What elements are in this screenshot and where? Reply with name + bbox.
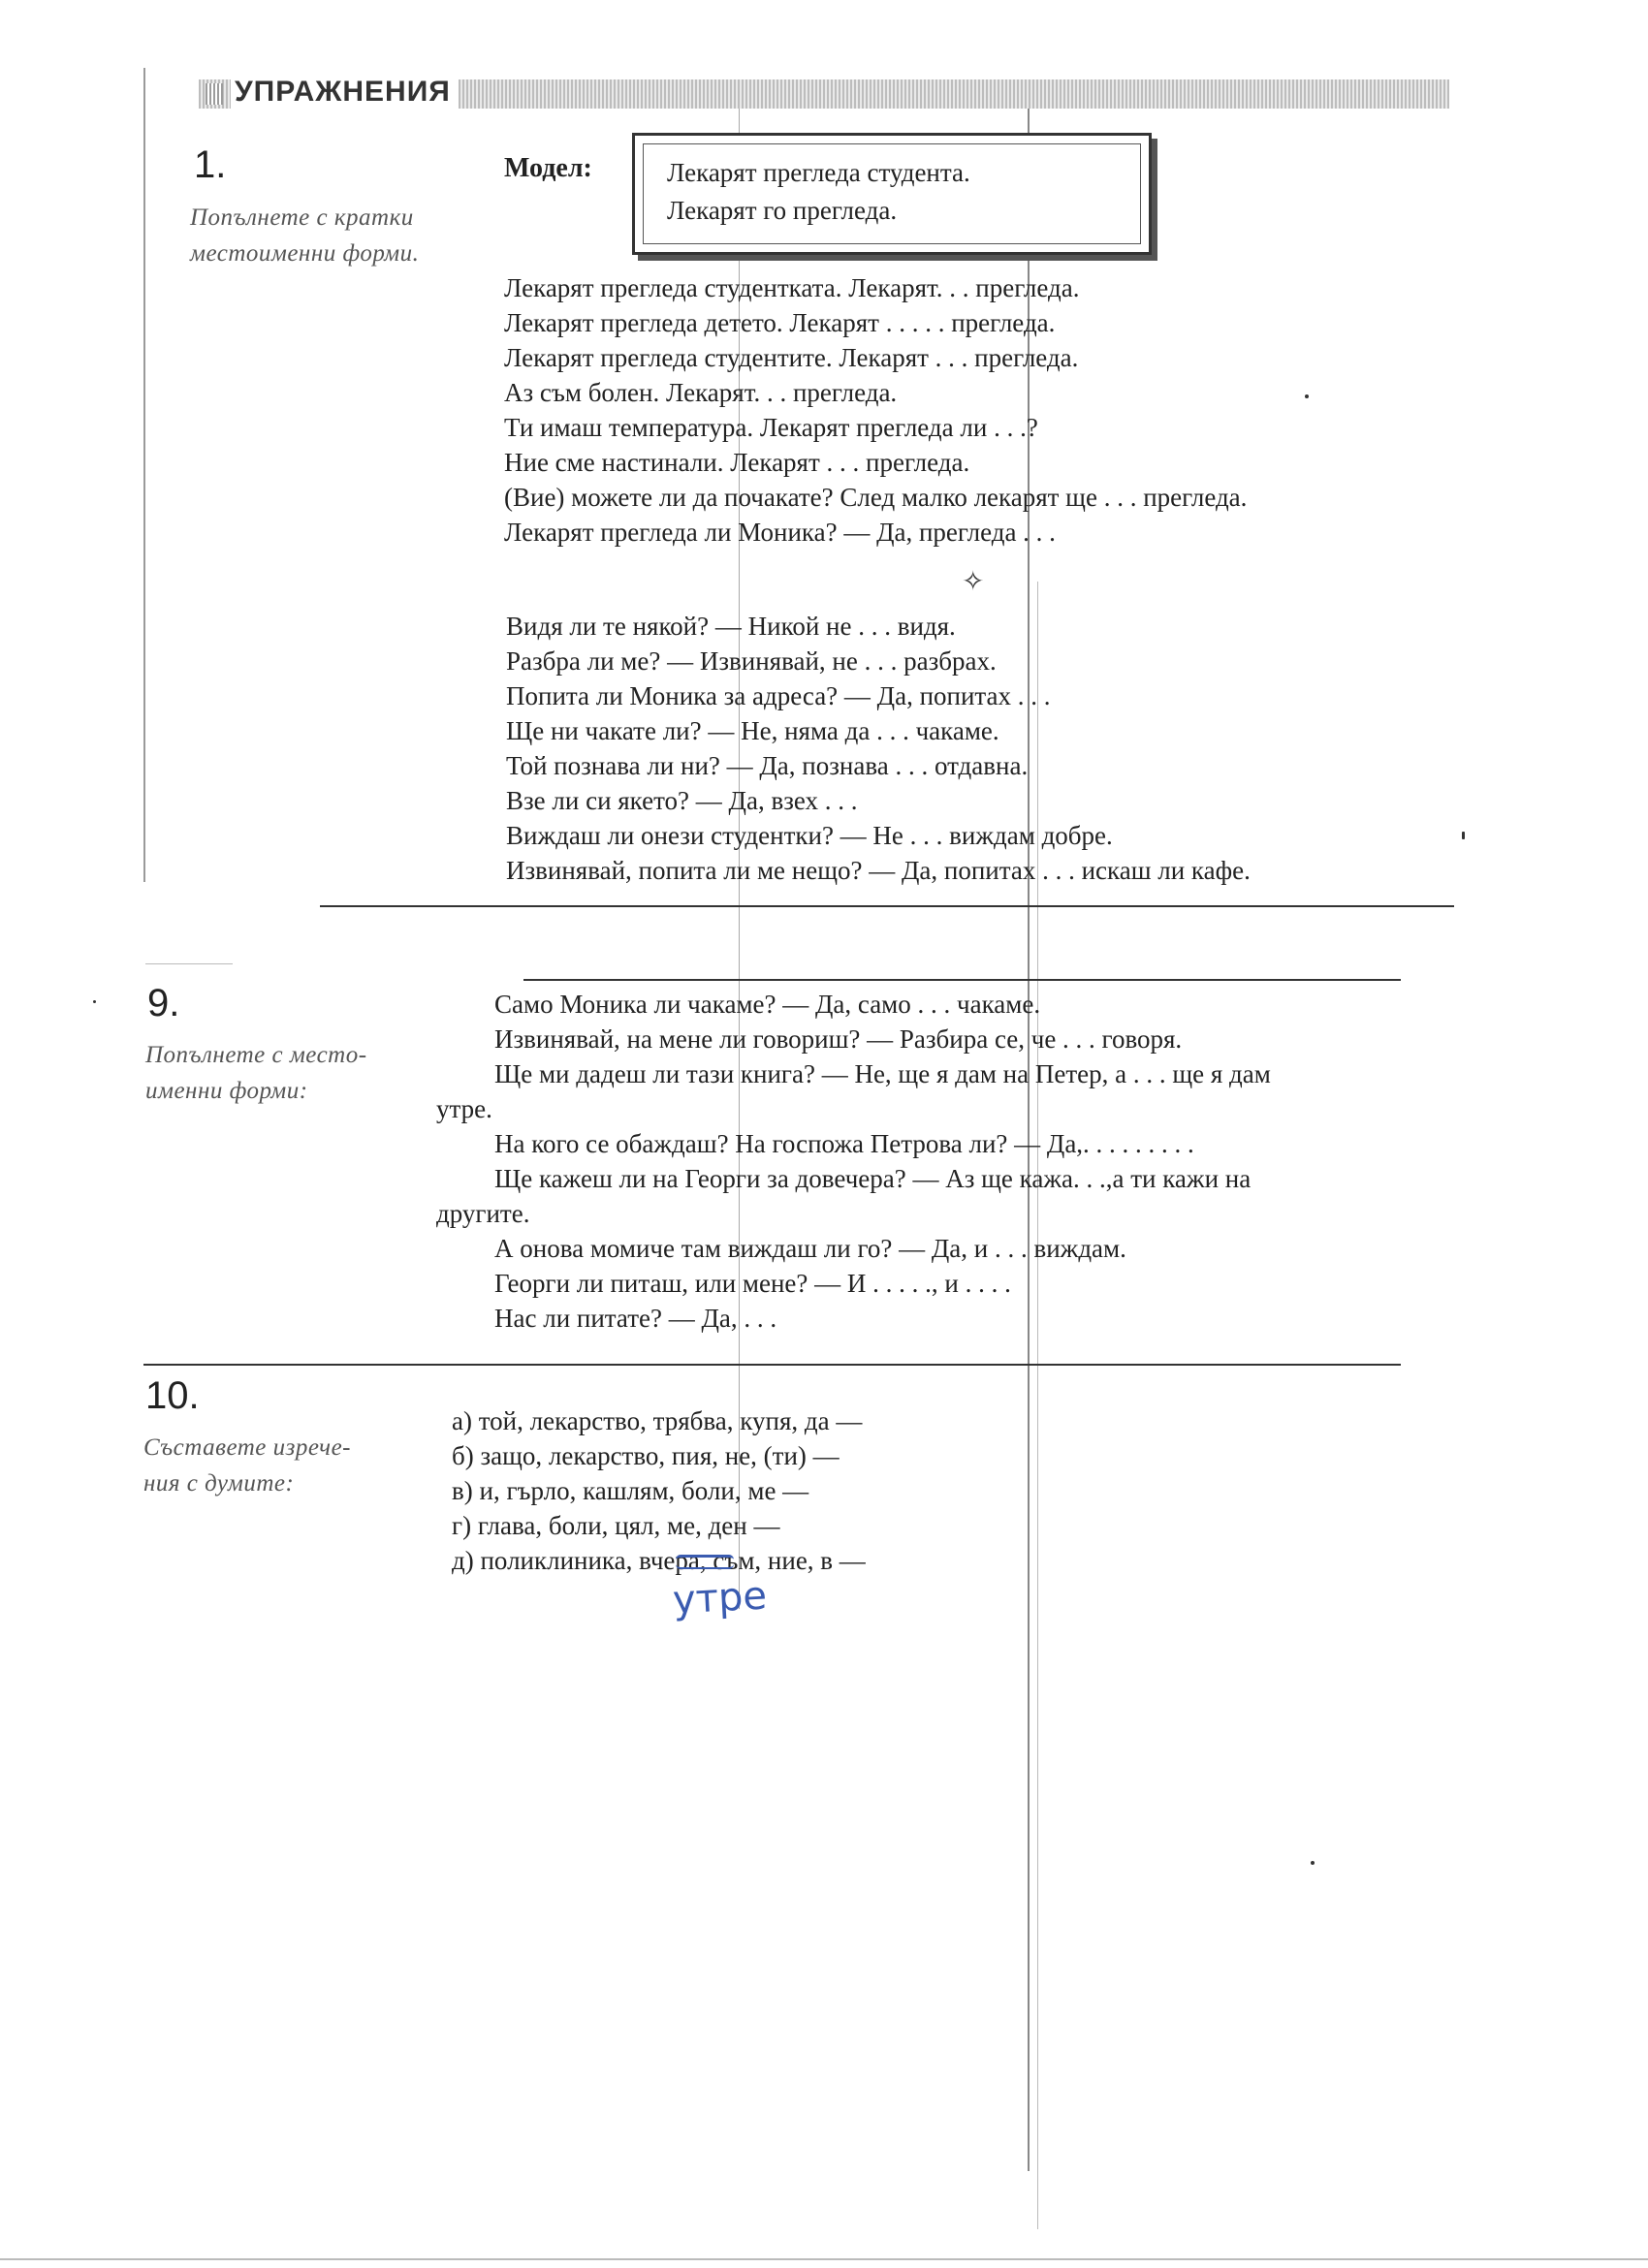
scan-speck	[1311, 1861, 1315, 1865]
exercise-9-instruction: Попълнете с место- именни форми:	[145, 1042, 367, 1104]
separator-diamond: ✧	[962, 567, 985, 597]
exercise-line: (Вие) можете ли да почакате? След малко лекарят ще . . . прегледа.	[504, 483, 1248, 512]
exercise-line: Ще ми дадеш ли тази книга? — Не, ще я дам на Петер, а . . . ще я дам	[494, 1059, 1271, 1088]
exercise-line: Лекарят прегледа ли Моника? — Да, прегледа . . .	[504, 518, 1056, 547]
handwritten-strikethrough	[676, 1555, 734, 1569]
scan-artifact-line	[145, 963, 233, 964]
exercise-line: Ще ни чакате ли? — Не, няма да . . . чакаме.	[506, 716, 999, 745]
model-line: Лекарят го прегледа.	[667, 196, 898, 225]
exercise-1-number: 1.	[194, 143, 227, 186]
exercise-line: утре.	[436, 1094, 492, 1123]
scan-speck	[1305, 394, 1309, 398]
handwritten-correction: утре	[671, 1573, 769, 1623]
exercise-10-lines	[452, 1403, 866, 1578]
exercise-1-lines-a	[504, 270, 1247, 550]
exercise-line: Само Моника ли чакаме? — Да, само . . . чакаме.	[494, 990, 1041, 1019]
scan-speck	[93, 1000, 96, 1003]
exercise-1-lines-b	[506, 609, 1251, 888]
exercise-line: б) защо, лекарство, пия, не, (ти) —	[452, 1441, 840, 1470]
exercise-line: а) той, лекарство, трябва, купя, да —	[452, 1406, 863, 1435]
exercise-line: г) глава, боли, цял, ме, ден —	[452, 1511, 780, 1540]
section-title: УПРАЖНЕНИЯ	[231, 76, 459, 109]
exercise-line: Виждаш ли онези студентки? — Не . . . виждам добре.	[506, 821, 1113, 850]
model-line: Лекарят прегледа студента.	[667, 158, 970, 187]
exercise-1-instruction: Попълнете с кратки местоименни форми.	[190, 205, 420, 267]
header-tick	[206, 83, 223, 105]
exercise-10-number: 10.	[145, 1374, 200, 1417]
scan-speck	[1462, 832, 1465, 839]
exercise-line: Извинявай, на мене ли говориш? — Разбира се, че . . . говоря.	[494, 1024, 1183, 1054]
model-box	[632, 133, 1152, 255]
exercise-line: Ти имаш температура. Лекарят прегледа ли . . .?	[504, 413, 1038, 442]
section-divider	[143, 1364, 1401, 1366]
exercise-line: Лекарят прегледа детето. Лекарят . . . . . прегледа.	[504, 308, 1056, 337]
exercise-10-instruction: Съставете изрече- ния с думите:	[143, 1434, 351, 1496]
exercise-line: Разбра ли ме? — Извинявай, не . . . разбрах.	[506, 646, 997, 676]
scan-artifact-line	[0, 2258, 1648, 2260]
exercise-line: Видя ли те някой? — Никой не . . . видя.	[506, 612, 956, 641]
exercise-9-lines	[436, 987, 1271, 1336]
exercise-9-number: 9.	[147, 982, 180, 1024]
scan-artifact-line	[143, 68, 145, 882]
exercise-line: Аз съм болен. Лекарят. . . прегледа.	[504, 378, 898, 407]
exercise-line: в) и, гърло, кашлям, боли, ме —	[452, 1476, 809, 1505]
exercise-line: Нас ли питате? — Да, . . .	[494, 1304, 777, 1333]
exercise-line: Извинявай, попита ли ме нещо? — Да, попитах . . . искаш ли кафе.	[506, 856, 1251, 885]
section-divider	[320, 905, 1454, 907]
exercise-line: д) поликлиника, вчера, съм, ние, в —	[452, 1546, 866, 1575]
exercise-line: Попита ли Моника за адреса? — Да, попитах . . .	[506, 681, 1051, 710]
exercise-line: Ще кажеш ли на Георги за довечера? — Аз ще кажа. . .,а ти кажи на	[494, 1164, 1252, 1193]
exercise-line: Георги ли питаш, или мене? — И . . . . ., и . . . .	[494, 1269, 1011, 1298]
exercise-line: другите.	[436, 1199, 530, 1228]
model-label: Модел:	[504, 153, 592, 183]
section-divider	[523, 979, 1401, 981]
exercise-line: Лекарят прегледа студентите. Лекарят . . . прегледа.	[504, 343, 1079, 372]
exercise-line: Взе ли си якето? — Да, взех . . .	[506, 786, 858, 815]
exercise-line: Той познава ли ни? — Да, познава . . . отдавна.	[506, 751, 1029, 780]
exercise-line: На кого се обаждаш? На госпожа Петрова ли? — Да,. . . . . . . . .	[494, 1129, 1194, 1158]
exercise-line: А онова момиче там виждаш ли го? — Да, и . . . виждам.	[494, 1234, 1126, 1263]
exercise-line: Лекарят прегледа студентката. Лекарят. . . прегледа.	[504, 273, 1080, 302]
exercise-line: Ние сме настинали. Лекарят . . . прегледа.	[504, 448, 970, 477]
